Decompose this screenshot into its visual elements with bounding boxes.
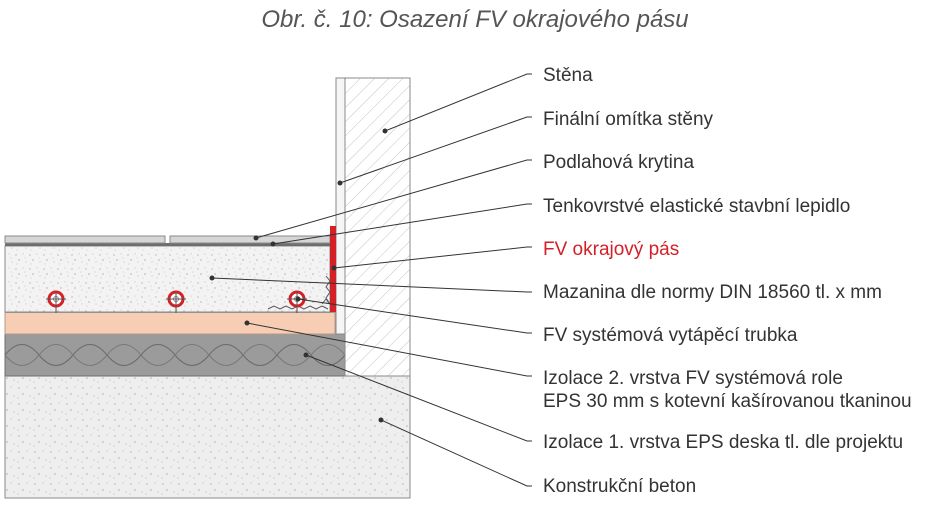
label-insulation2-line1: Izolace 2. vrstva FV systémová role (543, 368, 843, 389)
floor-covering-left (5, 236, 165, 243)
wall-plaster (336, 78, 345, 334)
label-insulation2-line2: EPS 30 mm s kotevní kašírovanou tkaninou (543, 391, 912, 412)
concrete-layer (5, 376, 410, 498)
wall (345, 78, 410, 376)
floor-covering-right (170, 236, 330, 243)
label-heating-pipe: FV systémová vytápěcí trubka (543, 325, 798, 346)
label-concrete: Konstrukční beton (543, 476, 697, 497)
label-insulation1: Izolace 1. vrstva EPS deska tl. dle projektu (543, 432, 904, 453)
label-edge-strip: FV okrajový pás (543, 239, 680, 260)
label-adhesive: Tenkovrstvé elastické stavbní lepidlo (543, 196, 851, 217)
label-plaster: Finální omítka stěny (543, 109, 714, 130)
label-screed: Mazanina dle normy DIN 18560 tl. x mm (543, 282, 882, 303)
label-wall: Stěna (543, 65, 593, 86)
figure-title: Obr. č. 10: Osazení FV okrajového pásu (261, 6, 689, 33)
label-floor-covering: Podlahová krytina (543, 152, 695, 173)
